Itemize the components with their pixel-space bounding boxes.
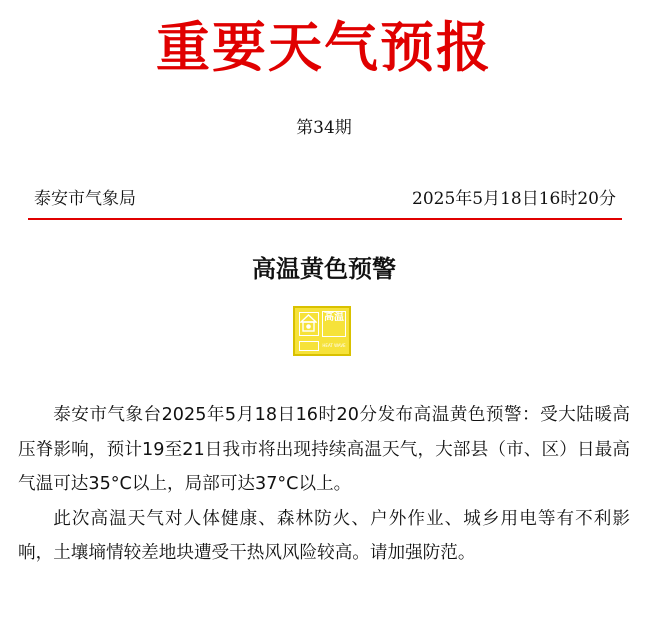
house-icon bbox=[299, 312, 319, 336]
issue-number: 第34期 bbox=[296, 118, 352, 138]
warning-headline: 高温黄色预警 bbox=[252, 255, 396, 283]
paragraph-1: 泰安市气象台2025年5月18日16时20分发布高温黄色预警：受大陆暖高压脊影响，预计19至21日我市将出现持续高温天气，大部县（市、区）日最高气温可达35°C以上，局部可达37°C以上。 bbox=[18, 405, 630, 494]
warning-icon-english: HEAT WAVE bbox=[322, 343, 346, 348]
warning-icon-label: 高温 bbox=[322, 311, 346, 337]
issuer-name: 泰安市气象局 bbox=[34, 189, 136, 209]
masthead-title: 重要天气预报 bbox=[156, 15, 492, 79]
issue-datetime: 2025年5月18日16时20分 bbox=[412, 189, 616, 209]
paragraph-2: 此次高温天气对人体健康、森林防火、户外作业、城乡用电等有不利影响，土壤墒情较差地块遭受干热风风险较高。请加强防范。 bbox=[18, 508, 630, 563]
high-temperature-yellow-warning-icon bbox=[293, 306, 351, 356]
warning-level-bar bbox=[299, 341, 319, 351]
red-divider bbox=[28, 218, 622, 220]
meta-row bbox=[28, 186, 618, 212]
warning-body bbox=[18, 398, 630, 571]
